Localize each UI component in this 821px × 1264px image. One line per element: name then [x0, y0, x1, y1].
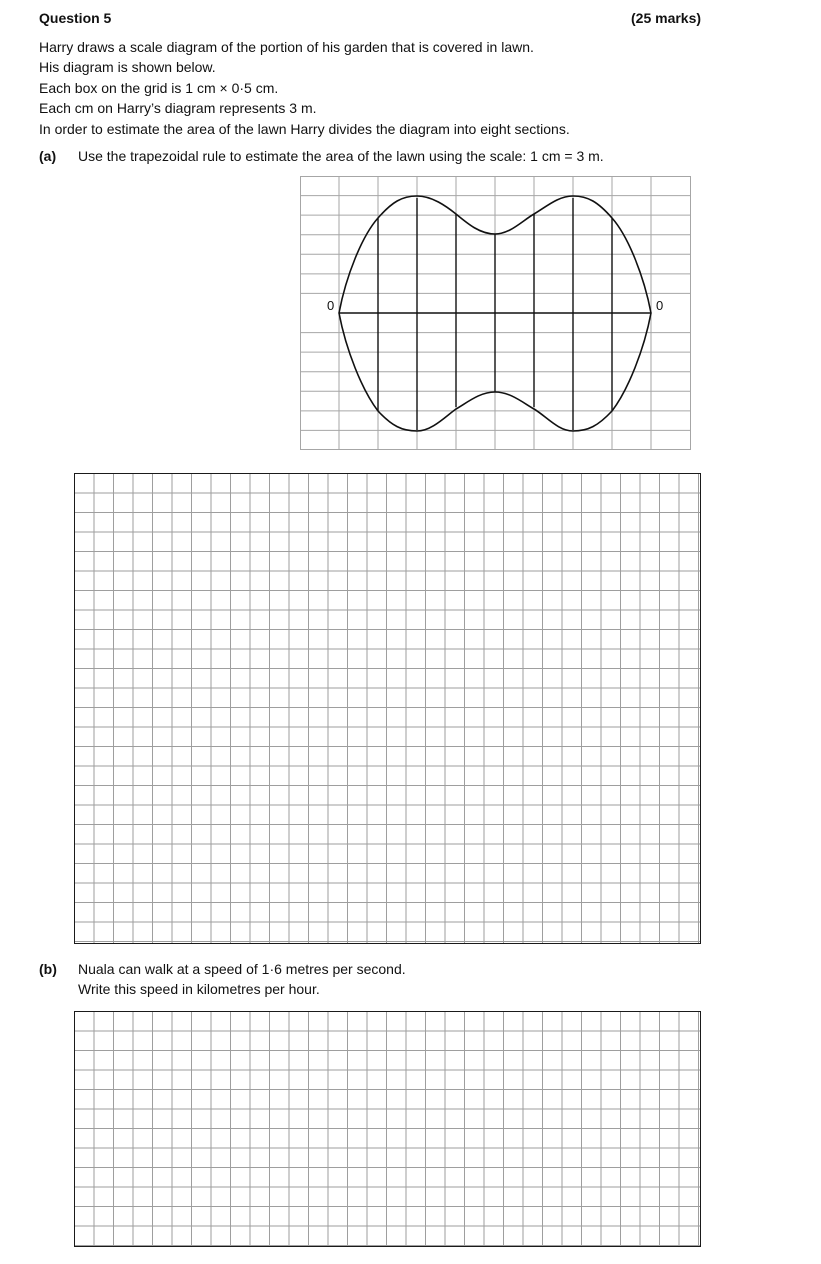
intro-line-2: His diagram is shown below.	[39, 59, 216, 75]
part-b-line-1: Nuala can walk at a speed of 1·6 metres per second.	[78, 961, 406, 977]
intro-line-1: Harry draws a scale diagram of the portion of his garden that is covered in lawn.	[39, 39, 534, 55]
intro-line-3: Each box on the grid is 1 cm × 0·5 cm.	[39, 80, 279, 96]
lawn-diagram	[300, 176, 691, 450]
part-b-line-2: Write this speed in kilometres per hour.	[78, 981, 320, 997]
intro-line-4: Each cm on Harry’s diagram represents 3 m.	[39, 100, 317, 116]
right-end-label: 0	[656, 298, 664, 313]
part-a-label: (a)	[39, 148, 57, 164]
answer-box-a[interactable]	[74, 473, 701, 944]
answer-box-b[interactable]	[74, 1011, 701, 1247]
part-a-text: Use the trapezoidal rule to estimate the area of the lawn using the scale: 1 cm = 3 m.	[78, 148, 604, 164]
intro-line-5: In order to estimate the area of the lawn Harry divides the diagram into eight sections.	[39, 121, 570, 137]
left-end-label: 0	[327, 298, 335, 313]
part-b-label: (b)	[39, 961, 57, 977]
marks-label: (25 marks)	[631, 10, 702, 26]
question-title: Question 5	[39, 10, 112, 26]
